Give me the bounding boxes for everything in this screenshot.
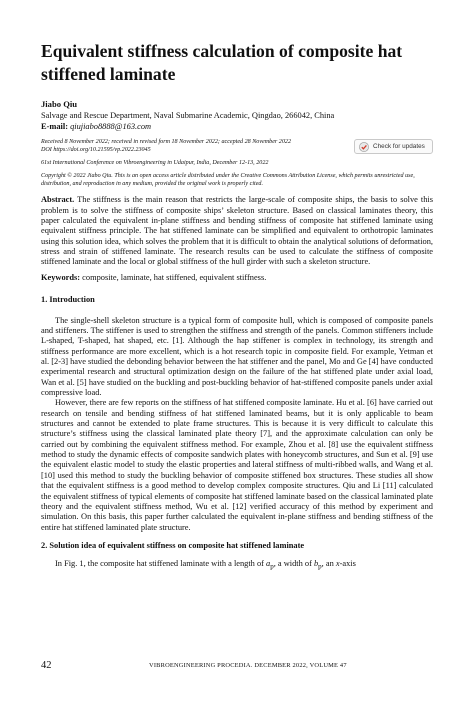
abstract-text: The stiffness is the main reason that restricts the large-scale of composite ships, the basis to solve this problem is to solve the stiffness of composite ships’ skeleton structure. Based on classical laminates theory, this paper calculated the equivalent in-plane stiffness and bending stiffness of composite hat stiffened laminate using equivalent stiffness principle. The hat stiffened laminate can be simplified and equivalent to orthotropic laminates using this solution idea, which solves the problem that it is difficult to obtain the analytical solutions of deformation, stress and strain of stiffened laminate. The research results can be used to calculate the stiffness of composite stiffened laminate and the local or global stiffness of the hull girder with such a skeleton structure. [41,195,433,267]
subscript-p: p [270,563,274,572]
page-number: 42 [41,660,52,671]
subscript-p-2: p [318,563,322,572]
email-label: E-mail: [41,122,68,131]
email-line [41,121,433,132]
intro-paragraph-1: The single-shell skeleton structure is a typical form of composite hull, which is composed of composite panels and stiffeners. The stiffener is used to strengthen the stiffness and strength of the panels. Common stiffeners include L-shaped, T-shaped, hat shaped, etc. [1]. Although the hap stiffener is complex in technology, its strength and stiffness performance are more excellent, which is a hot research topic in composite field. For example, Yetman et al. [2-3] have studied the debonding behavior between the hat stiffener and the panel, Mo and Ge [4] have conducted experimental research and structural optimization design on the failure of the hat stiffened plate under axial load, Wan et al. [5] have studied on the buckling and post-buckling behavior of hat-stiffened composite panels under axial compressive load. [41,315,433,398]
sec2-text-mid: , a width of [273,559,312,569]
author-name: Jiabo Qiu [41,99,78,109]
page-footer [41,660,433,672]
keywords-label: Keywords: [41,272,81,282]
copyright-note: Copyright © 2022 Jiabo Qiu. This is an open access article distributed under the Creative Commons Attribution License, which permits unrestricted use, distribution, and reproduction in any medium, provided the original work is properly cited. [41,173,415,188]
intro-paragraph-2: However, there are few reports on the stiffness of hat stiffened composite laminate. Hu et al. [6] have carried out research on tensile and bending stiffness of hat stiffened laminated beams, but it is only applicable to beam structures and cannot be extended to plate frame structures. This is because it is very difficult to calculate this structure’s stiffness using the classical laminated plate theory [7], and the approximate calculation can only be carried out by combining the equivalent stiffness method. For example, Zhou et al. [8] use the equivalent stiffness method to study the dynamic effects of composite sandwich plates with honeycomb structures, and Sun et al. [9] use the equivalent elastic model to study the elastic properties and lateral stiffness of multi-ribbed walls, and Wang et al. [10] used this method to study the buckling behavior of composite stiffened box structures. These studies all show that the equivalent stiffness is a good method to develop complex composite structures. Qiu and Li [11] calculated the equivalent stiffness of typical elements of composite hat stiffened laminate based on the classical laminated plate theory and the equivalent stiffness method, Wu et al. [12] verified accuracy of this method by experiment and simulation. On this basis, this paper further calculated the equivalent in-plane stiffness and bending stiffness of the entire hat stiffened laminated plate structure. [41,398,433,532]
keywords [41,273,433,283]
symbol-b: b [313,559,319,569]
keywords-text: composite, laminate, hat stiffened, equivalent stiffness. [82,272,267,282]
check-for-updates-label: Check for updates [373,143,425,150]
symbol-x: x [335,559,340,569]
doi-line[interactable]: DOI https://doi.org/10.21595/vp.2022.23045 [41,147,151,154]
symbol-a: a [266,559,271,569]
sec2-text-tail: -axis [339,559,356,569]
article-meta [41,138,433,154]
author-affiliation: Salvage and Rescue Department, Naval Submarine Academic, Qingdao, 266042, China [41,111,335,120]
abstract [41,195,433,267]
abstract-label: Abstract. [41,195,75,205]
conference-note: 61st International Conference on Vibroengineering in Udaipur, India, December 12-13, 2022 [41,160,269,167]
section-heading-introduction: 1. Introduction [41,295,95,305]
article-title: Equivalent stiffness calculation of composite hat stiffened laminate [41,41,403,84]
section2-paragraph [41,559,433,572]
journal-footer: VIBROENGINEERING PROCEDIA. DECEMBER 2022, VOLUME 47 [149,662,347,669]
check-for-updates-button[interactable] [354,139,433,154]
article-page [41,40,433,572]
sec2-text-start: In Fig. 1, the composite hat stiffened laminate with a length of [55,559,264,569]
crossmark-icon [359,142,369,152]
sec2-text-end: , an [321,559,334,569]
section-heading-solution-idea: 2. Solution idea of equivalent stiffness on composite hat stiffened laminate [41,540,305,550]
received-dates: Received 8 November 2022; received in revised form 18 November 2022; accepted 28 November 2022 [41,139,291,145]
author-email[interactable]: qiujiabo8888@163.com [70,122,152,131]
